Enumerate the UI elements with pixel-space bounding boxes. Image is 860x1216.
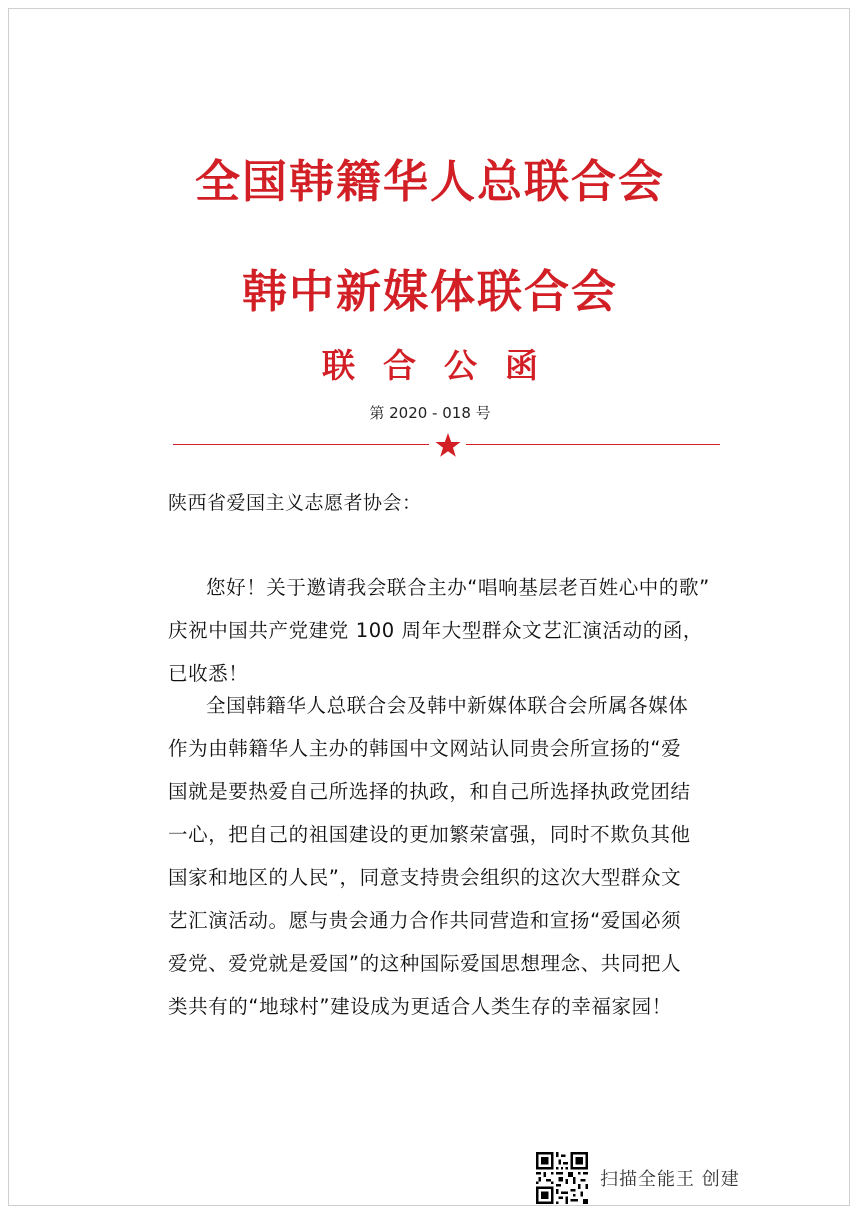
paragraph-1-line: 已收悉！ [168, 662, 249, 685]
document-type-title: 联合公函 [322, 346, 566, 385]
star-icon [434, 432, 462, 458]
document-number: 第 2020 - 018 号 [369, 404, 491, 422]
paragraph-2-line: 艺汇演活动。愿与贵会通力合作共同营造和宣扬“爱国必须 [168, 909, 682, 932]
paragraph-2 [168, 684, 728, 1028]
org-title-1: 全国韩籍华人总联合会 [194, 155, 665, 208]
header-rule-right [466, 444, 720, 445]
paragraph-2-line: 国家和地区的人民”，同意支持贵会组织的这次大型群众文 [168, 866, 682, 889]
paragraph-2-line: 作为由韩籍华人主办的韩国中文网站认同贵会所宣扬的“爱 [168, 737, 682, 760]
recipient-line: 陕西省爱国主义志愿者协会： [168, 492, 422, 514]
scanner-label: 扫描全能王 创建 [600, 1169, 740, 1190]
paragraph-1-line: 您好！关于邀请我会联合主办“唱响基层老百姓心中的歌” [206, 576, 710, 599]
paragraph-1-line: 庆祝中国共产党建党 100 周年大型群众文艺汇演活动的函， [168, 619, 704, 642]
paragraph-2-line: 全国韩籍华人总联合会及韩中新媒体联合会所属各媒体 [206, 694, 689, 717]
paragraph-2-line: 爱党、爱党就是爱国”的这种国际爱国思想理念、共同把人 [168, 952, 682, 975]
paragraph-2-line: 类共有的“地球村”建设成为更适合人类生存的幸福家园！ [168, 995, 672, 1018]
qr-code-icon [536, 1152, 588, 1204]
scanner-watermark [536, 1152, 740, 1204]
paragraph-2-line: 国就是要热爱自己所选择的执政，和自己所选择执政党团结 [168, 780, 691, 803]
paragraph-1 [168, 566, 728, 695]
header-rule-left [173, 444, 429, 445]
org-title-2: 韩中新媒体联合会 [241, 265, 618, 318]
paragraph-2-line: 一心，把自己的祖国建设的更加繁荣富强，同时不欺负其他 [168, 823, 691, 846]
